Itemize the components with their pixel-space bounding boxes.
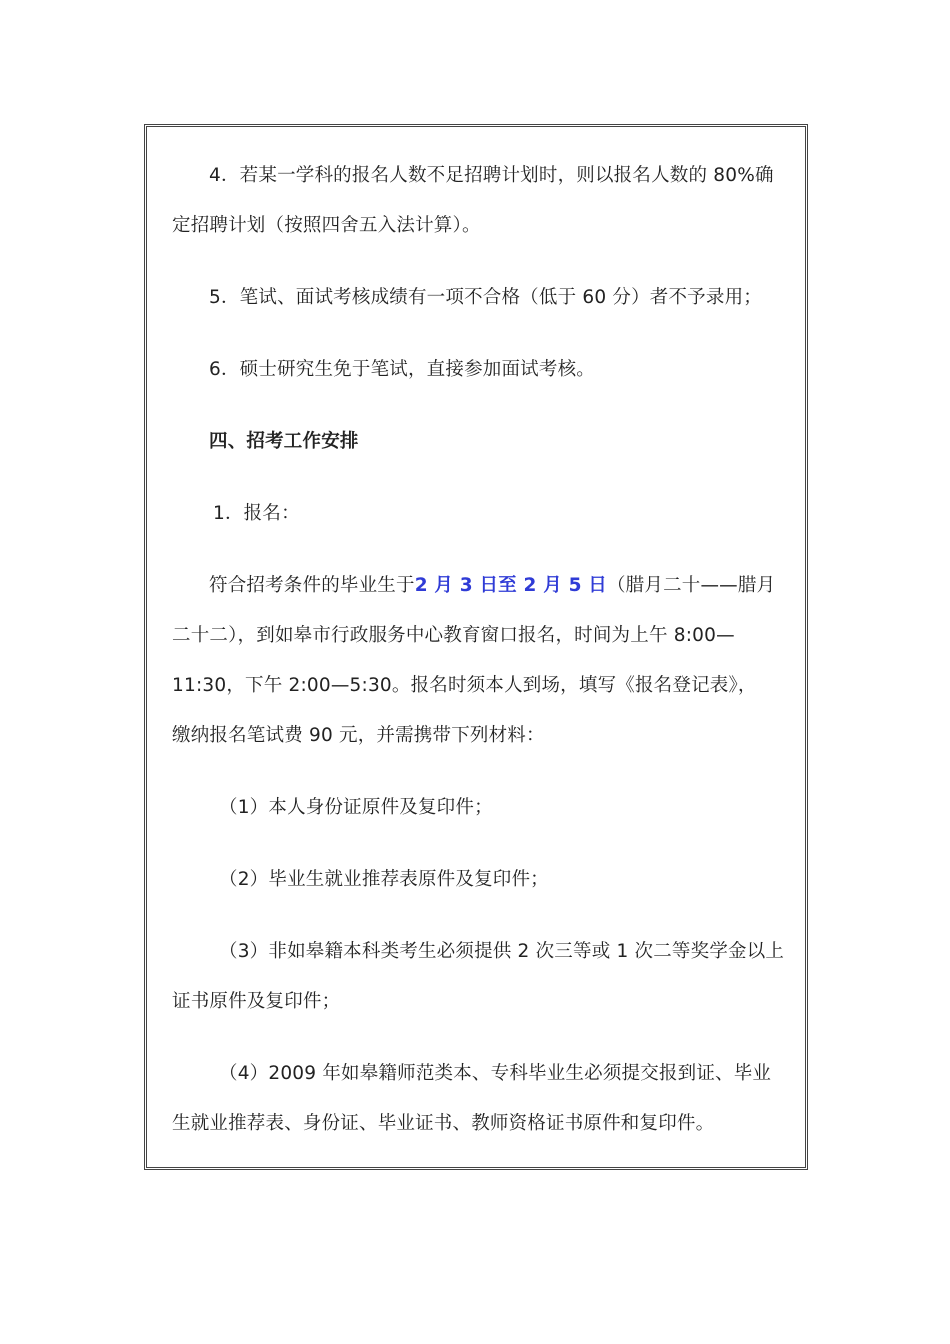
material-1: （1）本人身份证原件及复印件；: [219, 797, 493, 818]
para-line4: 缴纳报名笔试费 90 元，并需携带下列材料：: [172, 725, 545, 746]
material-3-line1: （3）非如皋籍本科类考生必须提供 2 次三等或 1 次二等奖学金以上: [219, 941, 785, 962]
document-frame: [144, 124, 808, 1170]
material-3-line2: 证书原件及复印件；: [172, 991, 341, 1012]
para-line2: 二十二），到如皋市行政服务中心教育窗口报名，时间为上午 8:00—: [172, 625, 735, 646]
para-suffix: （腊月二十——腊月: [606, 575, 776, 596]
sub-heading-registration: 1．报名：: [213, 503, 300, 524]
item5: 5．笔试、面试考核成绩有一项不合格（低于 60 分）者不予录用；: [209, 287, 762, 308]
date-highlight: 2 月 3 日至 2 月 5 日: [414, 575, 607, 596]
material-4-line2: 生就业推荐表、身份证、毕业证书、教师资格证书原件和复印件。: [172, 1113, 715, 1134]
item4-line1: 4．若某一学科的报名人数不足招聘计划时，则以报名人数的 80%确: [209, 165, 774, 186]
section4-heading: 四、招考工作安排: [209, 431, 359, 452]
item4-line2: 定招聘计划（按照四舍五入法计算）。: [172, 215, 481, 236]
para-prefix: 符合招考条件的毕业生于: [209, 575, 415, 596]
item6: 6．硕士研究生免于笔试，直接参加面试考核。: [209, 359, 595, 380]
material-2: （2）毕业生就业推荐表原件及复印件；: [219, 869, 549, 890]
para-line1: [209, 574, 775, 598]
para-line3: 11:30，下午 2:00—5:30。报名时须本人到场，填写《报名登记表》，: [172, 675, 757, 696]
material-4-line1: （4）2009 年如皋籍师范类本、专科毕业生必须提交报到证、毕业: [219, 1063, 772, 1084]
